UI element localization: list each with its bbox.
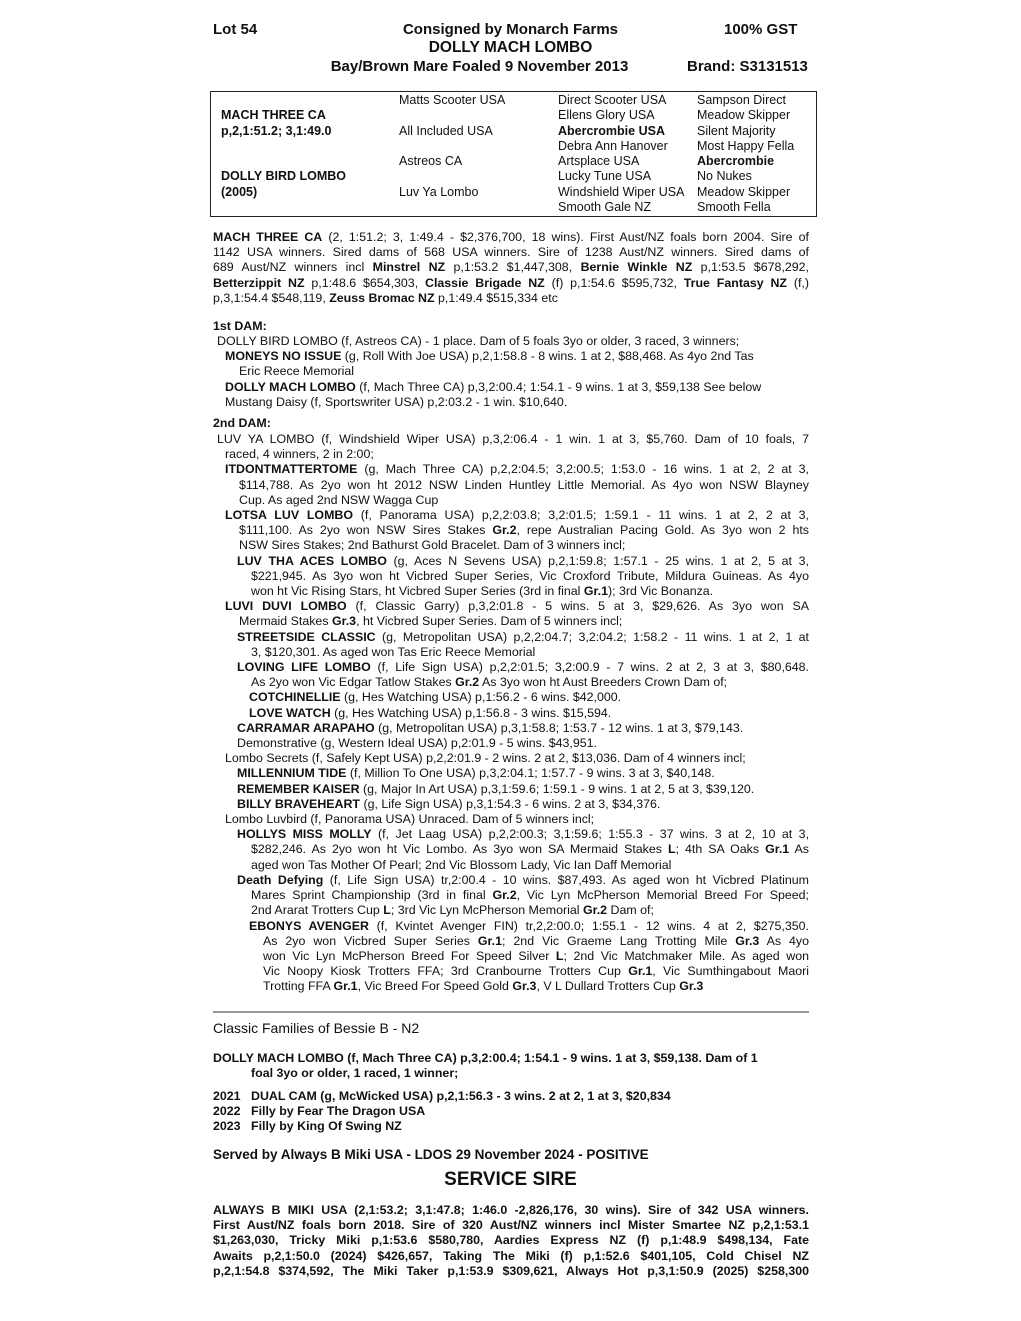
bold-text: LOVE WATCH: [249, 705, 331, 720]
text: (f, Jet Laag USA) p,2,2:00.3; 3,1:59.6; 1:55.3 - 37 wins. 3 at 2, 10 at 3,: [371, 827, 810, 842]
text: ); 3rd Vic Bonanza.: [607, 584, 714, 599]
bold-text: Gr.2: [492, 888, 517, 903]
bold-text: Gr.1: [765, 842, 790, 857]
text: $111,100. As 2yo won NSW Sires Stakes: [239, 523, 493, 538]
first-dam-heading: 1st DAM:: [213, 319, 267, 333]
sire-summary-line: [213, 245, 809, 260]
produce-text: DUAL CAM (g, McWicked USA) p,2,1:56.3 - 3 wins. 2 at 2, 1 at 3, $20,834: [251, 1089, 671, 1103]
bold-text: Betterzippit NZ: [213, 275, 305, 290]
pedigree-gen4: Silent Majority: [697, 124, 776, 138]
pedigree-gen3: Abercrombie USA: [558, 124, 665, 138]
text: won ht Vic Rising Stars, ht Vicbred Super Series (3rd in final: [251, 584, 584, 599]
text: $114,788. As 2yo won ht 2012 NSW Linden Huntley Little Memorial. As 4yo won NSW Blayney: [239, 477, 809, 492]
family-line: [213, 751, 809, 766]
bold-text: Gr.1: [333, 979, 358, 994]
text: ; 4th SA Oaks: [675, 842, 766, 857]
bold-text: LUVI DUVI LOMBO: [225, 599, 347, 614]
text: (2, 1:51.2; 3, 1:49.4 - $2,376,700, 18 wins). First Aust/NZ foals born 2004. Sire of: [322, 230, 809, 244]
pedigree-sire-record: p,2,1:51.2; 3,1:49.0: [221, 124, 332, 138]
text: (g, Aces N Sevens USA) p,2,1:59.8; 1:57.1 - 25 wins. 1 at 2, 5 at 3,: [386, 553, 809, 568]
service-sire-title: SERVICE SIRE: [444, 1169, 577, 1190]
pedigree-gen3: Direct Scooter USA: [558, 93, 667, 107]
family-line: [213, 478, 809, 493]
text: (f, Classic Garry) p,3,2:01.8 - 5 wins. 5 at 3, $29,626. As 3yo won SA: [346, 599, 809, 614]
pedigree-gen3: Windshield Wiper USA: [558, 185, 685, 199]
bold-text: EBONYS AVENGER: [249, 918, 369, 933]
text: Mustang Daisy (f, Sportswriter USA) p,2:03.2 - 1 win. $10,640.: [225, 394, 568, 409]
bold-text: ITDONTMATTERTOME: [225, 462, 358, 477]
text: (g, Hes Watching USA) p,1:56.2 - 6 wins. $42,000.: [340, 690, 622, 705]
pedigree-table: [210, 91, 817, 217]
bold-text: LOTSA LUV LOMBO: [225, 508, 353, 523]
family-line: [213, 827, 809, 842]
text: (g, Metropolitan USA) p,2,2:04.7; 3,2:04.2; 1:58.2 - 11 wins. 1 at 2, 1 at: [375, 629, 809, 644]
text: , V L Dullard Trotters Cup: [536, 979, 680, 994]
family-line: [213, 903, 809, 918]
second-dam-heading: 2nd DAM:: [213, 416, 271, 430]
bold-text: True Fantasy NZ: [683, 275, 787, 290]
text: Eric Reece Memorial: [239, 364, 354, 379]
text: (f,): [787, 275, 809, 290]
bold-text: CARRAMAR ARAPAHO: [237, 720, 375, 735]
text: $221,945. As 3yo won ht Vicbred Super Series, Vic Croxford Tribute, Mildura Guineas. As 4yo: [251, 568, 809, 583]
service-sire-line: ALWAYS B MIKI USA (2,1:53.2; 3,1:47.8; 1:46.0 -2,826,176, 30 wins). Sire of 342 USA winners.: [213, 1203, 809, 1217]
text: 1142 USA winners. Sired dams of 568 USA winners. Sire of 1238 Aust/NZ winners. Sired dams of: [213, 245, 809, 260]
text: , Vic Lyn McPherson Memorial Breed For Speed;: [516, 888, 809, 903]
mare-summary-line2: foal 3yo or older, 1 raced, 1 winner;: [251, 1066, 459, 1080]
text: (f, Panorama USA) p,2,2:03.8; 3,2:01.5; 1:59.1 - 11 wins. 1 at 2, 2 at 3,: [352, 508, 809, 523]
service-sire-summary: [213, 1203, 809, 1279]
family-line: [213, 706, 809, 721]
family-line: [213, 782, 809, 797]
service-sire-line: p,2,1:54.8 $374,592, The Miki Taker p,1:53.9 $309,621, Always Hot p,3,1:50.9 (2025) $258,300: [213, 1263, 809, 1278]
text: aged won Tas Mother Of Pearl; 2nd Vic Blossom Lady, Vic Ian Daff Memorial: [251, 857, 672, 872]
section-divider: [213, 1011, 809, 1013]
bold-text: Gr.1: [477, 933, 503, 948]
pedigree-dam-year: (2005): [221, 185, 258, 199]
bold-text: STREETSIDE CLASSIC: [237, 629, 376, 644]
text: 689 Aust/NZ winners incl: [213, 260, 373, 275]
pedigree-sire-name: MACH THREE CA: [221, 108, 326, 122]
text: LUV YA LOMBO (f, Windshield Wiper USA) p,3,2:06.4 - 1 win. 1 at 3, $5,760. Dam of 10 foals, 7: [217, 432, 809, 446]
produce-year: 2023: [213, 1119, 241, 1133]
pedigree-gen3: Debra Ann Hanover: [558, 139, 668, 153]
bold-text: DOLLY MACH LOMBO: [225, 379, 356, 394]
family-line: [213, 462, 809, 477]
text: As 2yo won Vicbred Super Series: [263, 933, 478, 948]
classic-families: Classic Families of Bessie B - N2: [213, 1020, 420, 1036]
bold-text: L: [383, 903, 391, 918]
bold-text: Gr.2: [455, 675, 480, 690]
pedigree-gen2: Luv Ya Lombo: [399, 185, 479, 199]
text: Cup. As aged 2nd NSW Wagga Cup: [239, 492, 439, 507]
bold-text: L: [667, 842, 676, 857]
family-line: [213, 380, 809, 395]
text: ; 2nd Vic Matchmaker Mile. As aged won: [563, 948, 809, 963]
family-line: [213, 919, 809, 934]
sire-summary: [213, 230, 809, 306]
sire-summary-line: [213, 291, 809, 306]
pedigree-gen3: Ellens Glory USA: [558, 108, 655, 122]
served-by: Served by Always B Miki USA - LDOS 29 November 2024 - POSITIVE: [213, 1147, 649, 1162]
bold-text: Death Defying: [237, 872, 324, 887]
text: , repe Australian Pacing Gold. As 3yo won 2 hts: [516, 523, 810, 538]
family-line: [213, 736, 809, 751]
text: Trotting FFA: [263, 979, 334, 994]
produce-year: 2022: [213, 1104, 241, 1118]
text: (g, Hes Watching USA) p,1:56.8 - 3 wins. $15,594.: [330, 705, 612, 720]
text: NSW Sires Stakes; 2nd Bathurst Gold Bracelet. Dam of 3 winners incl;: [239, 538, 626, 553]
service-sire-line: $1,263,030, Tricky Miki p,1:53.6 $580,780, Aardies Express NZ (f) p,1:48.9 $498,134, Fate: [213, 1233, 809, 1248]
text: ; 2nd Vic Graeme Lang Trotting Mile: [502, 933, 736, 948]
family-line: [213, 523, 809, 538]
family-line: [213, 493, 809, 508]
family-line: [213, 812, 809, 827]
family-line: [213, 721, 809, 736]
sire-summary-line: [213, 260, 809, 275]
family-line: [213, 614, 809, 629]
family-line: [213, 364, 809, 379]
bold-text: Classie Brigade NZ: [425, 275, 545, 290]
bold-text: MONEYS NO ISSUE: [225, 349, 342, 364]
family-line: [213, 766, 809, 781]
family-line: [213, 554, 809, 569]
bold-text: MILLENNIUM TIDE: [237, 766, 347, 781]
text: As: [789, 842, 810, 857]
text: (g, Roll With Joe USA) p,2,1:58.8 - 8 wins. 1 at 2, $88,468. As 4yo 2nd Tas: [341, 349, 754, 364]
family-line: [213, 349, 809, 364]
text: , Vic Breed For Speed Gold: [357, 979, 513, 994]
text: ; 3rd Vic Lyn McPherson Memorial: [390, 903, 583, 918]
family-line: [213, 334, 809, 349]
bold-text: Gr.3: [679, 979, 704, 994]
family-line: [213, 599, 809, 614]
text: (f, Mach Three CA) p,3,2:00.4; 1:54.1 - 9 wins. 1 at 3, $59,138 See below: [355, 379, 762, 394]
first-dam-section: [213, 334, 809, 410]
text: Vic Noopy Kiosk Trotters FFA; 3rd Cranbourne Trotters Cup: [263, 964, 629, 979]
text: (g, Mach Three CA) p,2,2:04.5; 3,2:00.5; 1:53.0 - 16 wins. 1 at 2, 2 at 3,: [357, 462, 809, 477]
pedigree-gen3: Smooth Gale NZ: [558, 200, 652, 214]
bold-text: LOVING LIFE LOMBO: [237, 660, 371, 675]
text: , ht Vicbred Super Series. Dam of 5 winners incl;: [356, 614, 623, 629]
bold-text: Gr.3: [735, 933, 760, 948]
consignor: Consigned by Monarch Farms: [402, 21, 619, 38]
pedigree-gen4: Sampson Direct: [697, 93, 786, 107]
text: $282,246. As 2yo won ht Vic Lombo. As 3yo won SA Mermaid Stakes: [251, 842, 668, 857]
pedigree-gen2: Astreos CA: [399, 154, 463, 168]
family-line: [213, 447, 809, 462]
family-line: [213, 660, 809, 675]
bold-text: Bernie Winkle NZ: [580, 260, 693, 275]
text: As 4yo: [759, 933, 810, 948]
gst-status: 100% GST: [724, 21, 798, 38]
bold-text: Gr.3: [331, 614, 357, 629]
family-line: [213, 675, 809, 690]
text: DOLLY BIRD LOMBO (f, Astreos CA) - 1 place. Dam of 5 foals 3yo or older, 3 raced, 3 winners;: [217, 334, 740, 348]
text: Demonstrative (g, Western Ideal USA) p,2:01.9 - 5 wins. $43,951.: [237, 736, 597, 751]
text: p,3,1:54.4 $548,119,: [213, 290, 330, 305]
bold-text: Gr.2: [492, 523, 517, 538]
pedigree-gen4: Meadow Skipper: [697, 108, 791, 122]
pedigree-gen4: Abercrombie: [697, 154, 775, 168]
family-line: [213, 949, 809, 964]
text: Lombo Secrets (f, Safely Kept USA) p,2,2:01.9 - 2 wins. 2 at 2, $13,036. Dam of 4 winners incl;: [225, 751, 746, 766]
family-line: [213, 569, 809, 584]
text: As 2yo won Vic Edgar Tatlow Stakes: [251, 675, 456, 690]
family-line: [213, 842, 809, 857]
produce-text: Filly by King Of Swing NZ: [251, 1119, 402, 1133]
family-line: [213, 888, 809, 903]
text: Mermaid Stakes: [239, 614, 332, 629]
text: , Vic Sumthingabout Maori: [652, 964, 810, 979]
text: (f, Million To One USA) p,3,2:04.1; 1:57.7 - 9 wins. 3 at 3, $40,148.: [346, 766, 715, 781]
pedigree-gen4: Most Happy Fella: [697, 139, 795, 153]
text: p,1:49.4 $515,334 etc: [434, 290, 558, 305]
text: (f) p,1:54.6 $595,732,: [544, 275, 684, 290]
produce-year: 2021: [213, 1089, 241, 1103]
text: 3, $120,301. As aged won Tas Eric Reece Memorial: [251, 644, 536, 659]
pedigree-gen2: All Included USA: [399, 124, 493, 138]
family-line: [213, 538, 809, 553]
service-sire-line: First Aust/NZ foals born 2018. Sire of 320 Aust/NZ winners incl Mister Smartee NZ p,2,1:53.1: [213, 1218, 809, 1233]
bold-text: BILLY BRAVEHEART: [237, 796, 361, 811]
text: p,1:53.5 $678,292,: [692, 260, 809, 275]
pedigree-dam-name: DOLLY BIRD LOMBO: [221, 169, 347, 183]
text: p,1:53.2 $1,447,308,: [445, 260, 581, 275]
service-sire-line: Awaits p,2,1:50.0 (2024) $426,657, Taking The Miki (f) p,1:52.6 $401,105, Cold Chisel NZ: [213, 1248, 809, 1263]
pedigree-gen4: Smooth Fella: [697, 200, 771, 214]
family-line: [213, 964, 809, 979]
sire-summary-line: [213, 230, 809, 245]
bold-text: Gr.3: [512, 979, 537, 994]
family-line: [213, 934, 809, 949]
family-line: [213, 508, 809, 523]
family-line: [213, 690, 809, 705]
pedigree-gen4: Meadow Skipper: [697, 185, 791, 199]
bold-text: COTCHINELLIE: [249, 690, 341, 705]
family-line: [213, 873, 809, 888]
second-dam-section: [213, 432, 809, 995]
bold-text: MACH THREE CA: [213, 230, 323, 244]
family-line: [213, 979, 809, 994]
pedigree-gen2: Matts Scooter USA: [399, 93, 506, 107]
bold-text: Gr.1: [583, 584, 608, 599]
text: (g, Major In Art USA) p,3,1:59.6; 1:59.1 - 9 wins. 1 at 2, 5 at 3, $39,120.: [359, 781, 755, 796]
family-line: [213, 432, 809, 447]
bold-text: Minstrel NZ: [372, 260, 446, 275]
bold-text: LUV THA ACES LOMBO: [237, 553, 387, 568]
bold-text: Gr.2: [582, 903, 608, 918]
text: (g, Metropolitan USA) p,3,1:58.8; 1:53.7 - 12 wins. 1 at 3, $79,143.: [374, 720, 744, 735]
pedigree-gen4: No Nukes: [697, 169, 752, 183]
mare-summary-line1: DOLLY MACH LOMBO (f, Mach Three CA) p,3,2:00.4; 1:54.1 - 9 wins. 1 at 3, $59,138. Dam of 1: [213, 1051, 758, 1065]
text: 2nd Ararat Trotters Cup: [251, 903, 384, 918]
text: (g, Life Sign USA) p,3,1:54.3 - 6 wins. 2 at 3, $34,376.: [360, 796, 661, 811]
text: raced, 4 winners, 2 in 2:00;: [225, 447, 374, 462]
bold-text: L: [555, 948, 564, 963]
bold-text: HOLLYS MISS MOLLY: [237, 827, 372, 842]
family-line: [213, 395, 809, 410]
brand: Brand: S3131513: [687, 58, 808, 75]
family-line: [213, 858, 809, 873]
produce-text: Filly by Fear The Dragon USA: [251, 1104, 426, 1118]
family-line: [213, 797, 809, 812]
text: As 3yo won ht Aust Breeders Crown Dam of;: [479, 675, 728, 690]
bold-text: REMEMBER KAISER: [237, 781, 360, 796]
pedigree-gen3: Lucky Tune USA: [558, 169, 652, 183]
family-line: [213, 630, 809, 645]
family-line: [213, 645, 809, 660]
sire-summary-line: [213, 276, 809, 291]
text: (f, Kvintet Avenger FIN) tr,2,2:00.0; 1:55.1 - 12 wins. 4 at 2, $275,350.: [368, 918, 809, 933]
text: (f, Life Sign USA) tr,2:00.4 - 10 wins. $87,493. As aged won ht Vicbred Platinum: [323, 872, 809, 887]
family-line: [213, 584, 809, 599]
text: Dam of;: [607, 903, 654, 918]
text: (f, Life Sign USA) p,2,2:01.5; 3,2:00.9 - 7 wins. 2 at 2, 3 at 3, $80,648.: [370, 660, 810, 675]
horse-description: Bay/Brown Mare Foaled 9 November 2013: [330, 58, 629, 75]
text: p,1:48.6 $654,303,: [304, 275, 425, 290]
lot-number: Lot 54: [213, 21, 258, 38]
text: Lombo Luvbird (f, Panorama USA) Unraced. Dam of 5 winners incl;: [225, 812, 595, 827]
horse-name: DOLLY MACH LOMBO: [428, 39, 593, 56]
text: won Vic Lyn McPherson Breed For Speed Silver: [263, 948, 556, 963]
pedigree-gen3: Artsplace USA: [558, 154, 640, 168]
text: Mares Sprint Championship (3rd in final: [251, 888, 493, 903]
bold-text: Gr.1: [628, 964, 653, 979]
bold-text: Zeuss Bromac NZ: [329, 290, 435, 305]
